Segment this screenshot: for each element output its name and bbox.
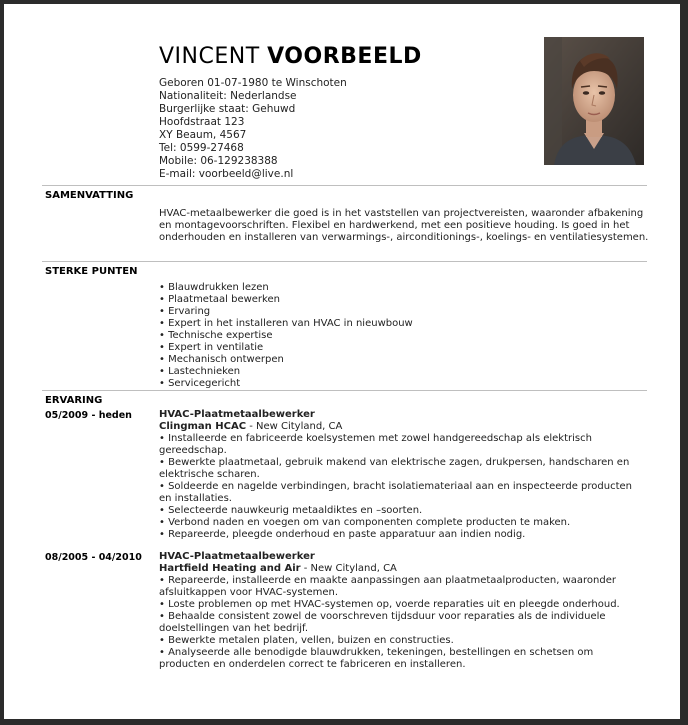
job-employer-line bbox=[159, 421, 647, 433]
skill-item: • Ervaring bbox=[159, 306, 413, 318]
contact-details bbox=[159, 77, 347, 181]
candidate-name bbox=[159, 44, 422, 69]
job-bullets bbox=[159, 575, 647, 671]
email: E-mail: voorbeeld@live.nl bbox=[159, 168, 294, 180]
experience-heading: ERVARING bbox=[45, 395, 103, 406]
skills-list bbox=[159, 282, 413, 390]
job-employer: Clingman HCAC bbox=[159, 421, 247, 432]
skills-heading: STERKE PUNTEN bbox=[45, 266, 138, 277]
phone: Tel: 0599-27468 bbox=[159, 142, 244, 154]
skill-item: • Plaatmetaal bewerken bbox=[159, 294, 413, 306]
job-employer: Hartfield Heating and Air bbox=[159, 563, 301, 574]
divider-experience bbox=[42, 390, 647, 391]
job-title: HVAC-Plaatmetaalbewerker bbox=[159, 409, 315, 420]
profile-photo bbox=[544, 37, 644, 165]
skill-item: • Expert in het installeren van HVAC in nieuwbouw bbox=[159, 318, 413, 330]
marital-status: Burgerlijke staat: Gehuwd bbox=[159, 103, 296, 115]
skill-item: • Servicegericht bbox=[159, 378, 413, 390]
street-address: Hoofdstraat 123 bbox=[159, 116, 245, 128]
job-bullet: • Repareerde, installeerde en maakte aanpassingen aan plaatmetaalproducten, waaronder afsluitkappen voor HVAC-systemen. bbox=[159, 575, 647, 599]
skill-item: • Lastechnieken bbox=[159, 366, 413, 378]
job-entry bbox=[159, 409, 647, 541]
skill-item: • Technische expertise bbox=[159, 330, 413, 342]
job-bullet: • Installeerde en fabriceerde koelsystemen met zowel handgereedschap als elektrisch gereedschap. bbox=[159, 433, 647, 457]
divider-summary bbox=[42, 185, 647, 186]
job-dates: 05/2009 - heden bbox=[45, 410, 132, 421]
job-bullet: • Loste problemen op met HVAC-systemen op, voerde reparaties uit en pleegde onderhoud. bbox=[159, 599, 647, 611]
job-bullet: • Bewerkte plaatmetaal, gebruik makend van elektrische zagen, drukpersen, handscharen en elektrische scharen. bbox=[159, 457, 647, 481]
first-name: VINCENT bbox=[159, 44, 260, 69]
job-entry bbox=[159, 551, 647, 671]
nationality: Nationaliteit: Nederlandse bbox=[159, 90, 297, 102]
postal-city: XY Beaum, 4567 bbox=[159, 129, 247, 141]
skill-item: • Blauwdrukken lezen bbox=[159, 282, 413, 294]
job-bullet: • Soldeerde en nagelde verbindingen, bracht isolatiemateriaal aan en inspecteerde producten en installaties. bbox=[159, 481, 647, 505]
resume-page bbox=[4, 4, 680, 719]
skill-item: • Mechanisch ontwerpen bbox=[159, 354, 413, 366]
birth-info: Geboren 01-07-1980 te Winschoten bbox=[159, 77, 347, 89]
job-bullet: • Analyseerde alle benodigde blauwdrukken, tekeningen, bestellingen en schetsen om producten en onderdelen correct te fabriceren en installeren. bbox=[159, 647, 647, 671]
summary-text: HVAC-metaalbewerker die goed is in het vaststellen van projectvereisten, waaronder afbakening en montagevoorschriften. Flexibel en hardwerkend, met een positieve houding. Is goed in het onderhouden en installeren van verwarmings-, airconditionings-, koelings- en ventilatiesystemen. bbox=[159, 208, 649, 243]
job-employer-line bbox=[159, 563, 647, 575]
summary-heading: SAMENVATTING bbox=[45, 190, 134, 201]
job-location: - New Cityland, CA bbox=[246, 421, 343, 432]
mobile: Mobile: 06-129238388 bbox=[159, 155, 278, 167]
job-location: - New Cityland, CA bbox=[300, 563, 397, 574]
job-bullet: • Bewerkte metalen platen, vellen, buizen en constructies. bbox=[159, 635, 647, 647]
job-bullet: • Verbond naden en voegen om van componenten complete producten te maken. bbox=[159, 517, 647, 529]
skill-item: • Expert in ventilatie bbox=[159, 342, 413, 354]
last-name: VOORBEELD bbox=[267, 44, 422, 69]
job-bullet: • Repareerde, pleegde onderhoud en paste apparatuur aan indien nodig. bbox=[159, 529, 647, 541]
divider-skills bbox=[42, 261, 647, 262]
job-bullet: • Behaalde consistent zowel de voorschreven tijdsduur voor reparaties als de individuele doelstellingen van het bedrijf. bbox=[159, 611, 647, 635]
job-title: HVAC-Plaatmetaalbewerker bbox=[159, 551, 315, 562]
job-dates: 08/2005 - 04/2010 bbox=[45, 552, 142, 563]
job-bullets bbox=[159, 433, 647, 541]
job-bullet: • Selecteerde nauwkeurig metaaldiktes en –soorten. bbox=[159, 505, 647, 517]
